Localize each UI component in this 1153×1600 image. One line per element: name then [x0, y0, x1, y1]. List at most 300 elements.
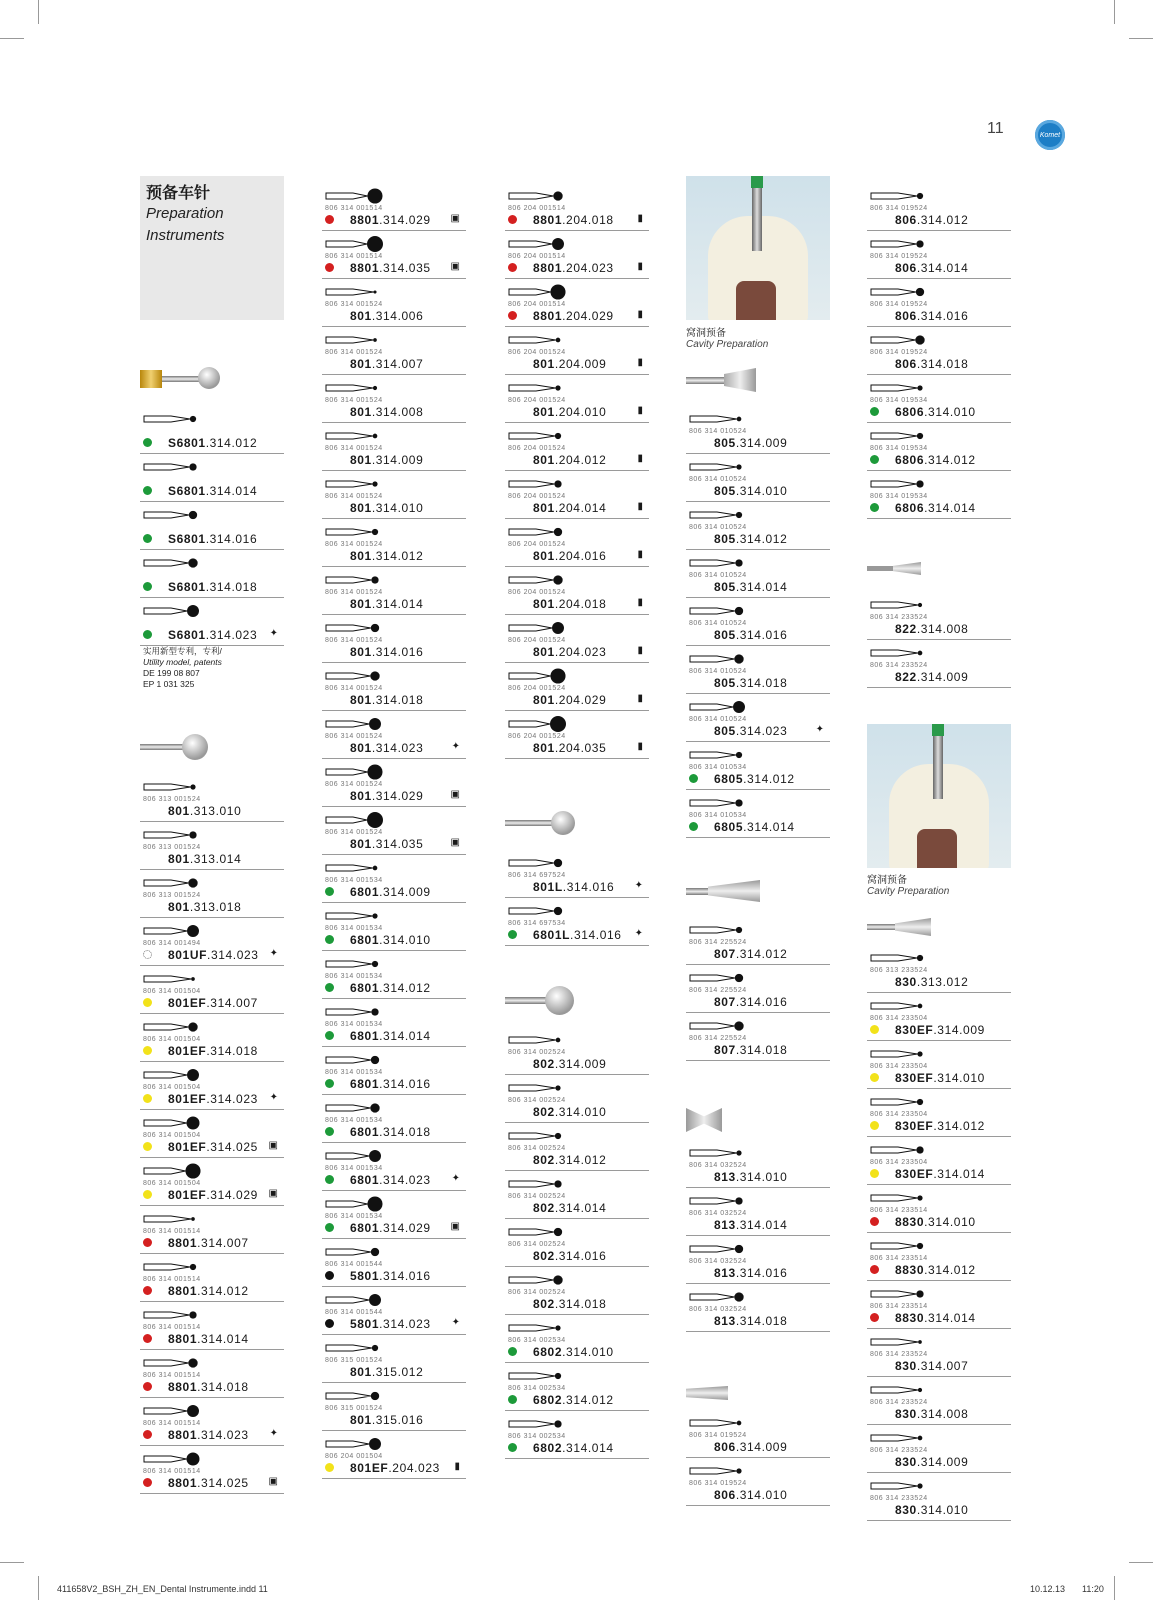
- product-code-prefix: 8801: [533, 213, 563, 227]
- bur-schematic-icon: [689, 602, 749, 620]
- bur-schematic-icon: [325, 907, 385, 925]
- packaging-icon: ▣: [450, 837, 460, 848]
- bur-schematic-icon: [508, 571, 568, 589]
- bur-schematic-icon: [143, 1354, 203, 1372]
- product-code-suffix: .314.016: [562, 880, 615, 894]
- product-code-suffix: .314.014: [562, 1441, 614, 1455]
- product-row: [322, 1431, 466, 1479]
- bur-schematic-icon: [143, 1402, 203, 1420]
- product-code: [895, 1215, 976, 1229]
- product-code-suffix: .314.018: [371, 693, 424, 707]
- product-row: [867, 1089, 1011, 1137]
- bur-schematic-icon: [689, 969, 749, 987]
- bur-schematic-icon: [689, 1414, 749, 1432]
- product-code: [350, 1125, 431, 1139]
- green-grit-dot-icon: [689, 774, 698, 783]
- product-code-prefix: 801EF: [168, 996, 207, 1010]
- bur-schematic-icon: [143, 1162, 203, 1180]
- product-code-suffix: .314.016: [554, 1249, 607, 1263]
- product-row: [322, 951, 466, 999]
- product-row: [505, 1315, 649, 1363]
- column-1a: [140, 406, 284, 646]
- column-5b: [867, 592, 1011, 688]
- ref-number: 806 313 233524: [870, 967, 928, 974]
- red-grit-dot-icon: [325, 215, 334, 224]
- green-grit-dot-icon: [325, 983, 334, 992]
- ref-number: 806 314 233524: [870, 1351, 928, 1358]
- product-code-prefix: 801EF: [168, 1188, 207, 1202]
- product-code: [168, 1044, 258, 1058]
- green-grit-dot-icon: [325, 1079, 334, 1088]
- packaging-icon: ✦: [451, 741, 460, 752]
- ref-number: 806 314 001524: [325, 637, 383, 644]
- product-row: [322, 1143, 466, 1191]
- packaging-icon: ▮: [637, 357, 643, 368]
- product-code-prefix: 830EF: [895, 1071, 934, 1085]
- product-code: [714, 484, 787, 498]
- product-row: [140, 1254, 284, 1302]
- bur-schematic-icon: [325, 1099, 385, 1117]
- product-code: [350, 1269, 431, 1283]
- patent-line: 实用新型专利，专利/: [143, 646, 222, 656]
- bur-photo-pear-small: [867, 562, 923, 576]
- red-grit-dot-icon: [325, 263, 334, 272]
- product-code-suffix: .204.009: [554, 357, 607, 371]
- product-code: [895, 309, 968, 323]
- product-row: [140, 598, 284, 646]
- ref-number: 806 314 001534: [325, 1213, 383, 1220]
- product-row: [867, 1233, 1011, 1281]
- crop-mark: [38, 1576, 39, 1600]
- product-code-suffix: .314.014: [933, 1167, 985, 1181]
- bur-schematic-icon: [689, 1144, 749, 1162]
- product-code: [350, 453, 423, 467]
- red-grit-dot-icon: [870, 1313, 879, 1322]
- product-code: [350, 1461, 440, 1475]
- product-code-suffix: .314.010: [379, 933, 431, 947]
- product-code-prefix: 801: [533, 645, 555, 659]
- product-code: [350, 933, 431, 947]
- bur-schematic-icon: [689, 458, 749, 476]
- product-code: [895, 1023, 985, 1037]
- red-grit-dot-icon: [143, 1238, 152, 1247]
- product-code-suffix: .314.016: [379, 1269, 431, 1283]
- product-code-prefix: 801: [350, 1365, 372, 1379]
- green-grit-dot-icon: [325, 887, 334, 896]
- product-row: [322, 711, 466, 759]
- product-row: [322, 183, 466, 231]
- yellow-grit-dot-icon: [143, 1142, 152, 1151]
- bur-schematic-icon: [870, 187, 930, 205]
- product-code-suffix: .314.025: [197, 1476, 249, 1490]
- product-row: [686, 965, 830, 1013]
- product-code-prefix: 830EF: [895, 1023, 934, 1037]
- ref-number: 806 314 002534: [508, 1385, 566, 1392]
- product-row: [867, 1137, 1011, 1185]
- product-code-suffix: .314.014: [197, 1332, 249, 1346]
- product-row: [322, 519, 466, 567]
- product-code-suffix: .204.018: [562, 213, 614, 227]
- product-row: [505, 471, 649, 519]
- bur-photo-ball-large: [505, 986, 577, 1016]
- product-code: [168, 1236, 249, 1250]
- product-code: [350, 645, 423, 659]
- product-code-suffix: .314.035: [379, 261, 431, 275]
- product-code-suffix: .314.012: [735, 947, 788, 961]
- product-code-prefix: 6801: [350, 933, 380, 947]
- product-code-suffix: .314.010: [562, 1345, 614, 1359]
- green-grit-dot-icon: [508, 1395, 517, 1404]
- packaging-icon: ▣: [268, 1188, 278, 1199]
- bur-schematic-icon: [689, 554, 749, 572]
- product-code-suffix: .314.006: [371, 309, 424, 323]
- product-code: [350, 309, 423, 323]
- product-row: [322, 1047, 466, 1095]
- page-number: 11: [987, 120, 1004, 137]
- ref-number: 806 204 001514: [508, 301, 566, 308]
- product-code: [895, 670, 968, 684]
- product-code-suffix: .314.007: [206, 996, 258, 1010]
- ref-number: 806 314 001534: [325, 973, 383, 980]
- product-code-prefix: 801: [350, 453, 372, 467]
- product-code-suffix: .314.008: [916, 622, 969, 636]
- ref-number: 806 314 002524: [508, 1049, 566, 1056]
- yellow-grit-dot-icon: [870, 1073, 879, 1082]
- product-code: [895, 1071, 985, 1085]
- packaging-icon: ▮: [637, 693, 643, 704]
- caption-zh: 窝洞预备: [867, 875, 907, 886]
- bur-schematic-icon: [870, 1477, 930, 1495]
- bur-schematic-icon: [689, 410, 749, 428]
- product-row: [140, 454, 284, 502]
- bur-schematic-icon: [508, 1415, 568, 1433]
- product-code-suffix: .315.016: [371, 1413, 424, 1427]
- bur-schematic-icon: [143, 1306, 203, 1324]
- product-code-suffix: .314.012: [924, 453, 976, 467]
- ref-number: 806 314 032524: [689, 1162, 747, 1169]
- bur-schematic-icon: [689, 921, 749, 939]
- bur-schematic-icon: [870, 1093, 930, 1111]
- bur-schematic-icon: [870, 331, 930, 349]
- red-grit-dot-icon: [870, 1217, 879, 1226]
- red-grit-dot-icon: [143, 1430, 152, 1439]
- bur-schematic-icon: [325, 427, 385, 445]
- bur-schematic-icon: [325, 715, 385, 733]
- product-code-prefix: 801UF: [168, 948, 208, 962]
- ref-number: 806 314 001504: [143, 1036, 201, 1043]
- product-code-suffix: .314.016: [916, 309, 969, 323]
- product-code-prefix: 830: [895, 1503, 917, 1517]
- product-code: [168, 1140, 258, 1154]
- crop-mark: [38, 0, 39, 24]
- packaging-icon: ▣: [268, 1476, 278, 1487]
- ref-number: 806 314 001524: [325, 829, 383, 836]
- bur-schematic-icon: [143, 1450, 203, 1468]
- product-code: [350, 741, 423, 755]
- crop-mark: [1114, 1576, 1115, 1600]
- packaging-icon: ✦: [634, 880, 643, 891]
- product-code-prefix: 806: [714, 1440, 736, 1454]
- patent-line: DE 199 08 807: [143, 668, 200, 678]
- ref-number: 806 314 019524: [689, 1432, 747, 1439]
- product-code: [533, 693, 606, 707]
- product-row: [140, 822, 284, 870]
- product-code-prefix: 805: [714, 580, 736, 594]
- product-row: [322, 1335, 466, 1383]
- bur-schematic-icon: [870, 1045, 930, 1063]
- product-code-prefix: 801EF: [168, 1140, 207, 1154]
- product-code-suffix: .314.012: [197, 1284, 249, 1298]
- product-code: [714, 532, 787, 546]
- red-grit-dot-icon: [143, 1334, 152, 1343]
- tooth-illustration-cavity-1: [686, 176, 830, 320]
- product-row: [686, 1458, 830, 1506]
- ref-number: 806 314 001524: [325, 589, 383, 596]
- product-code: [533, 1153, 606, 1167]
- product-code-prefix: 801: [533, 405, 555, 419]
- ref-number: 806 314 233524: [870, 1495, 928, 1502]
- product-code: [895, 1407, 968, 1421]
- product-code-suffix: .313.010: [189, 804, 242, 818]
- ref-number: 806 315 001524: [325, 1405, 383, 1412]
- product-code: [714, 676, 787, 690]
- ref-number: 806 314 019534: [870, 445, 928, 452]
- product-code: [714, 1170, 787, 1184]
- product-code-suffix: .314.023: [735, 724, 788, 738]
- product-code-prefix: 801: [350, 309, 372, 323]
- bur-schematic-icon: [325, 1339, 385, 1357]
- product-code: [714, 947, 787, 961]
- product-code: [895, 1311, 976, 1325]
- yellow-grit-dot-icon: [870, 1025, 879, 1034]
- packaging-icon: ▮: [637, 261, 643, 272]
- product-row: [686, 694, 830, 742]
- product-code-prefix: 8801: [350, 213, 380, 227]
- product-code-prefix: 8830: [895, 1311, 925, 1325]
- product-code: [533, 357, 606, 371]
- product-code: [533, 1057, 606, 1071]
- green-grit-dot-icon: [143, 630, 152, 639]
- packaging-icon: ✦: [269, 628, 278, 639]
- ref-number: 806 313 001524: [143, 796, 201, 803]
- packaging-icon: ✦: [269, 1428, 278, 1439]
- product-code-prefix: 805: [714, 436, 736, 450]
- product-code: [350, 1413, 423, 1427]
- product-code-suffix: .313.012: [916, 975, 969, 989]
- product-code: [533, 1105, 606, 1119]
- crop-mark: [1129, 38, 1153, 39]
- footer-date: 10.12.13: [1030, 1584, 1066, 1594]
- product-code-prefix: S6801: [168, 580, 206, 594]
- product-row: [686, 1013, 830, 1061]
- product-row: [140, 406, 284, 454]
- ref-number: 806 314 001524: [325, 541, 383, 548]
- bur-schematic-icon: [870, 1189, 930, 1207]
- product-row: [686, 1188, 830, 1236]
- product-code-prefix: 6802: [533, 1393, 563, 1407]
- ref-number: 806 314 233504: [870, 1063, 928, 1070]
- ref-number: 806 314 019524: [870, 253, 928, 260]
- bur-schematic-icon: [508, 1079, 568, 1097]
- product-code-suffix: .204.012: [554, 453, 607, 467]
- crop-mark: [0, 38, 24, 39]
- ref-number: 806 314 233514: [870, 1303, 928, 1310]
- product-row: [867, 471, 1011, 519]
- product-code-prefix: 807: [714, 947, 736, 961]
- red-grit-dot-icon: [508, 263, 517, 272]
- product-row: [322, 903, 466, 951]
- ref-number: 806 314 010534: [689, 812, 747, 819]
- packaging-icon: ▣: [450, 213, 460, 224]
- product-row: [867, 375, 1011, 423]
- ref-number: 806 314 233514: [870, 1255, 928, 1262]
- product-code: [350, 1173, 431, 1187]
- packaging-icon: ✦: [451, 1317, 460, 1328]
- product-row: [140, 1398, 284, 1446]
- title-chinese: 预备车针: [146, 185, 211, 202]
- product-code-suffix: .314.012: [379, 981, 431, 995]
- product-code-prefix: 801EF: [168, 1092, 207, 1106]
- patent-note: [143, 646, 222, 690]
- product-code: [714, 628, 787, 642]
- product-code: [714, 724, 787, 738]
- ref-number: 806 314 019534: [870, 397, 928, 404]
- bur-schematic-icon: [689, 794, 749, 812]
- product-code-suffix: .314.023: [379, 1317, 431, 1331]
- product-code-suffix: .314.023: [371, 741, 424, 755]
- packaging-icon: ✦: [269, 948, 278, 959]
- product-code: [714, 995, 787, 1009]
- product-code-prefix: 6802: [533, 1345, 563, 1359]
- ref-number: 806 314 010524: [689, 668, 747, 675]
- white-grit-dot-icon: [143, 950, 152, 959]
- product-code-suffix: .314.016: [735, 1266, 788, 1280]
- product-row: [505, 519, 649, 567]
- green-grit-dot-icon: [508, 1443, 517, 1452]
- bur-schematic-icon: [325, 1003, 385, 1021]
- ref-number: 806 314 019524: [870, 301, 928, 308]
- green-grit-dot-icon: [143, 486, 152, 495]
- product-code-prefix: 801: [533, 741, 555, 755]
- bur-schematic-icon: [508, 283, 568, 301]
- packaging-icon: ▣: [450, 261, 460, 272]
- black-grit-dot-icon: [325, 1319, 334, 1328]
- product-code-prefix: 806: [714, 1488, 736, 1502]
- product-row: [686, 454, 830, 502]
- bur-schematic-icon: [870, 596, 930, 614]
- product-row: [322, 1095, 466, 1143]
- bur-schematic-icon: [325, 475, 385, 493]
- product-row: [867, 1041, 1011, 1089]
- ref-number: 806 314 001534: [325, 1117, 383, 1124]
- ref-number: 806 314 233504: [870, 1015, 928, 1022]
- packaging-icon: ▮: [454, 1461, 460, 1472]
- product-code: [168, 532, 257, 546]
- section-title-box: [140, 176, 284, 320]
- product-row: [322, 231, 466, 279]
- ref-number: 806 204 001524: [508, 397, 566, 404]
- product-code: [168, 996, 258, 1010]
- bur-schematic-icon: [325, 331, 385, 349]
- product-code-prefix: 6801: [350, 1221, 380, 1235]
- yellow-grit-dot-icon: [870, 1121, 879, 1130]
- ref-number: 806 314 019524: [870, 349, 928, 356]
- bur-schematic-icon: [870, 1381, 930, 1399]
- product-code: [168, 436, 257, 450]
- product-code-prefix: 801: [168, 852, 190, 866]
- caption-cavity-1: [686, 324, 768, 350]
- product-row: [686, 1284, 830, 1332]
- product-code-prefix: 801: [350, 645, 372, 659]
- product-code-suffix: .314.012: [371, 549, 424, 563]
- bur-schematic-icon: [325, 1291, 385, 1309]
- product-code-prefix: 8801: [168, 1236, 198, 1250]
- ref-number: 806 314 001524: [325, 397, 383, 404]
- product-code-prefix: 822: [895, 622, 917, 636]
- product-code: [714, 820, 795, 834]
- bur-schematic-icon: [870, 949, 930, 967]
- product-code-suffix: .314.023: [379, 1173, 431, 1187]
- product-code: [533, 213, 614, 227]
- product-code-prefix: 801: [168, 804, 190, 818]
- packaging-icon: ▮: [637, 597, 643, 608]
- product-row: [505, 898, 649, 946]
- product-code-suffix: .314.009: [735, 436, 788, 450]
- product-code-suffix: .204.023: [562, 261, 614, 275]
- green-grit-dot-icon: [870, 407, 879, 416]
- product-code-suffix: .314.014: [924, 1311, 976, 1325]
- bur-schematic-icon: [325, 859, 385, 877]
- bur-schematic-icon: [143, 1018, 203, 1036]
- product-code-suffix: .314.014: [735, 1218, 788, 1232]
- footer-time: 11:20: [1082, 1584, 1104, 1594]
- bur-schematic-icon: [870, 379, 930, 397]
- product-code-suffix: .314.007: [916, 1359, 969, 1373]
- product-code: [168, 1188, 258, 1202]
- product-code-suffix: .314.029: [379, 1221, 431, 1235]
- product-code-prefix: 8830: [895, 1215, 925, 1229]
- ref-number: 806 314 001494: [143, 940, 201, 947]
- product-code-prefix: 8801: [533, 261, 563, 275]
- product-code-prefix: 801: [350, 405, 372, 419]
- bur-schematic-icon: [870, 997, 930, 1015]
- bur-photo-ball: [140, 734, 212, 762]
- product-row: [505, 375, 649, 423]
- product-code-prefix: 806: [895, 261, 917, 275]
- column-3b: [505, 850, 649, 946]
- product-code: [350, 357, 423, 371]
- packaging-icon: ▮: [637, 405, 643, 416]
- product-code-prefix: 6801: [350, 1173, 380, 1187]
- product-code-suffix: .314.014: [743, 820, 795, 834]
- product-row: [140, 1206, 284, 1254]
- product-code-suffix: .314.010: [554, 1105, 607, 1119]
- product-row: [686, 1140, 830, 1188]
- ref-number: 806 314 001534: [325, 925, 383, 932]
- bur-schematic-icon: [143, 410, 203, 428]
- ref-number: 806 314 019534: [870, 493, 928, 500]
- product-code: [533, 309, 614, 323]
- product-code: [533, 1249, 606, 1263]
- product-code: [350, 501, 423, 515]
- product-code: [714, 436, 787, 450]
- product-row: [505, 423, 649, 471]
- product-code-suffix: .314.023: [197, 1428, 249, 1442]
- product-code: [533, 741, 606, 755]
- product-code: [168, 1476, 249, 1490]
- product-row: [322, 1383, 466, 1431]
- ref-number: 806 204 001524: [508, 733, 566, 740]
